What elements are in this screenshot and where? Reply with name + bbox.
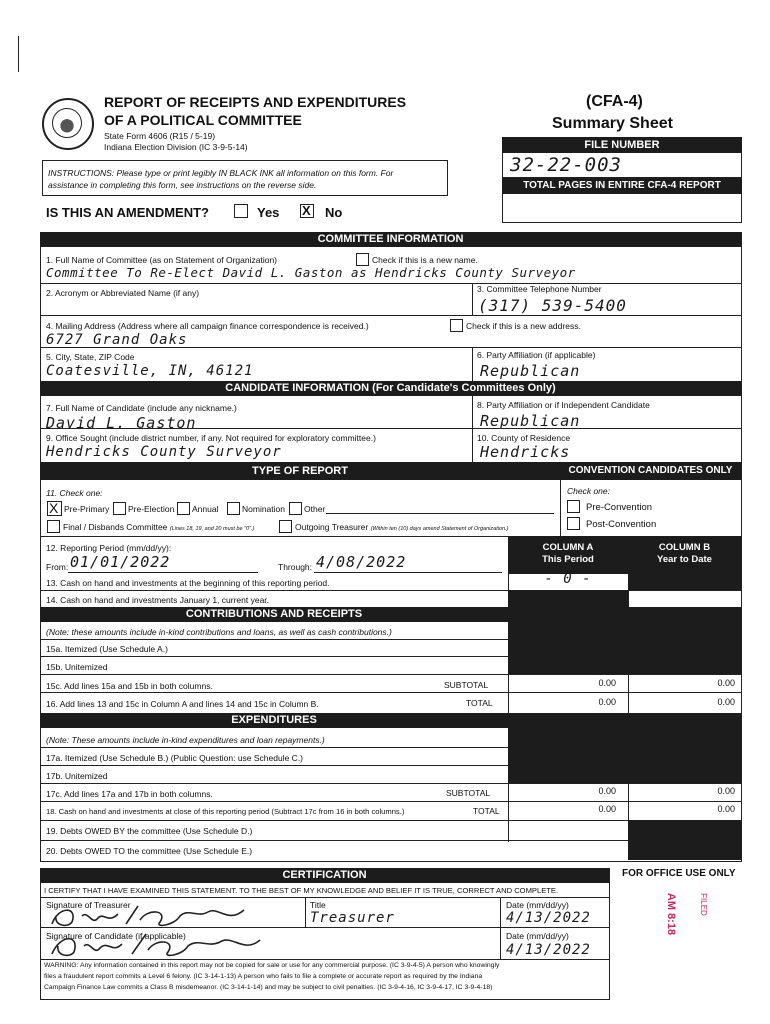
pre-primary-mark: X [49, 500, 59, 516]
final-label [63, 522, 254, 532]
candidate-party-value: Republican [480, 412, 581, 430]
line-17b-rule [40, 783, 741, 784]
new-address-checkbox[interactable] [450, 319, 463, 332]
pre-primary-checkbox[interactable] [47, 501, 62, 516]
candidate-signature-label: Signature of Candidate (if applicable) [46, 931, 186, 941]
cert-divider-1 [305, 897, 306, 927]
other-label: Other [304, 504, 326, 514]
filing-stamp [640, 880, 730, 960]
column-a-title: COLUMN A [542, 542, 594, 553]
line-15c-col-a: 0.00 [598, 678, 616, 688]
amendment-yes-checkbox[interactable] [234, 204, 248, 218]
line-17c-rule [40, 801, 741, 802]
party-label: 6. Party Affiliation (if applicable) [477, 350, 596, 360]
line-18-col-a: 0.00 [598, 804, 616, 814]
division-label: Indiana Election Division (IC 3-9-5-14) [104, 142, 248, 152]
pre-convention-checkbox[interactable] [567, 500, 580, 513]
annual-checkbox[interactable] [177, 502, 190, 515]
outgoing-checkbox[interactable] [279, 520, 292, 533]
file-number-bar: FILE NUMBER [502, 137, 742, 153]
phone-value: (317) 539-5400 [478, 296, 627, 315]
line-15c-subtotal: SUBTOTAL [444, 680, 489, 690]
exp-note-rule [40, 747, 508, 748]
pre-primary-label: Pre-Primary [64, 504, 110, 514]
divider-2-3 [472, 283, 473, 315]
through-value: 4/08/2022 [316, 553, 407, 571]
amendment-no-mark: X [302, 203, 311, 218]
post-convention-label: Post-Convention [586, 519, 657, 530]
line-15a-label: 15a. Itemized (Use Schedule A.) [46, 644, 168, 654]
new-address-label: Check if this is a new address. [466, 321, 581, 331]
cert-statement-rule [40, 897, 609, 898]
mailing-address-value: 6727 Grand Oaks [46, 332, 188, 348]
post-convention-checkbox[interactable] [567, 517, 580, 530]
state-form-number: State Form 4606 (R15 / 5-19) [104, 131, 216, 141]
line-13-value: - 0 - [544, 571, 592, 587]
line-17c-col-b: 0.00 [717, 786, 735, 796]
phone-label: 3. Committee Telephone Number [477, 284, 602, 294]
from-value: 01/01/2022 [70, 553, 171, 571]
check-one-label: 11. Check one: [46, 488, 103, 498]
form-code: (CFA-4) [586, 93, 643, 110]
pre-election-label: Pre-Election [128, 504, 175, 514]
page-edge-mark [18, 36, 19, 72]
convention-bar: CONVENTION CANDIDATES ONLY [560, 462, 741, 480]
party-value: Republican [480, 362, 581, 380]
committee-name-label: 1. Full Name of Committee (as on Statement of Organization) [46, 255, 278, 265]
column-b-title: COLUMN B [658, 542, 711, 553]
acronym-label: 2. Acronym or Abbreviated Name (if any) [46, 288, 200, 298]
contrib-note-rule [40, 639, 508, 640]
line-18-col-b: 0.00 [717, 804, 735, 814]
title-label: Title [310, 900, 326, 910]
total-pages-box [502, 194, 742, 223]
final-note: (Lines 18, 19, and 20 must be "0".) [169, 526, 255, 532]
outgoing-label [295, 522, 508, 532]
through-line [314, 572, 502, 573]
pre-election-checkbox[interactable] [113, 502, 126, 515]
column-b-sub: Year to Date [657, 554, 712, 565]
treasurer-signature-label: Signature of Treasurer [46, 900, 131, 910]
line-16-col-b: 0.00 [717, 697, 735, 707]
contributions-bar: CONTRIBUTIONS AND RECEIPTS [40, 607, 508, 622]
stamp-time: AM 8:18 [665, 892, 678, 936]
reporting-period-label: 12. Reporting Period (mm/dd/yy): [46, 543, 172, 553]
office-sought-value: Hendricks County Surveyor [46, 444, 282, 460]
expenditures-bar: EXPENDITURES [40, 713, 508, 728]
line-16-label: 16. Add lines 13 and 15c in Column A and lines 14 and 15c in Column B. [46, 699, 319, 709]
line-15c-rule [40, 692, 741, 693]
amendment-no-checkbox[interactable] [300, 204, 314, 218]
line-18-total: TOTAL [473, 806, 500, 816]
nomination-label: Nomination [242, 504, 285, 514]
line-15b-rule [40, 674, 741, 675]
convention-divider [560, 480, 561, 536]
final-checkbox[interactable] [47, 520, 60, 533]
type-of-report-bar: TYPE OF REPORT [40, 462, 560, 480]
lines-19-20-shaded [628, 820, 741, 860]
candidate-info-bar: CANDIDATE INFORMATION (For Candidate's Committees Only) [40, 381, 741, 396]
line-20-label: 20. Debts OWED TO the committee (Use Schedule E.) [46, 846, 253, 856]
through-label: Through: [278, 562, 313, 572]
date2-value: 4/13/2022 [506, 942, 591, 958]
total-pages-bar: TOTAL PAGES IN ENTIRE CFA-4 REPORT [502, 178, 742, 194]
state-seal [42, 98, 94, 150]
city-value: Coatesville, IN, 46121 [46, 363, 254, 379]
date2-label: Date (mm/dd/yy) [506, 931, 569, 941]
line-15c-col-b: 0.00 [717, 678, 735, 688]
line-18-label: 18. Cash on hand and investments at close of this reporting period (Subtract 17c from 16 in both columns.) [46, 807, 405, 816]
divider-7-8 [472, 396, 473, 462]
pre-convention-label: Pre-Convention [586, 502, 653, 513]
mailing-address-line [40, 347, 741, 348]
line-19-label: 19. Debts OWED BY the committee (Use Schedule D.) [46, 826, 253, 836]
line-17c-col-a: 0.00 [598, 786, 616, 796]
committee-name-line [40, 283, 741, 284]
candidate-signature [48, 930, 288, 960]
from-line [68, 572, 258, 573]
title-value: Treasurer [310, 910, 395, 926]
outgoing-note: (Within ten (10) days amend Statement of Organization.) [370, 526, 509, 532]
cert-sig2-rule [40, 959, 609, 960]
acronym-line [40, 315, 741, 316]
conv-check-label: Check one: [567, 486, 610, 496]
line-19-rule [40, 840, 628, 841]
form-title-line1: REPORT OF RECEIPTS AND EXPENDITURES [104, 94, 407, 110]
line-16-col-a: 0.00 [598, 697, 616, 707]
column-a-sub: This Period [542, 554, 594, 565]
cert-sig1-rule [40, 927, 609, 928]
line-17c-label: 17c. Add lines 17a and 17b in both columns. [46, 789, 213, 799]
office-use-label: FOR OFFICE USE ONLY [622, 868, 736, 879]
city-label: 5. City, State, ZIP Code [46, 352, 135, 362]
line-14-cola-shaded [508, 590, 628, 607]
line-13-label: 13. Cash on hand and investments at the beginning of this reporting period. [46, 578, 330, 588]
line-16-total: TOTAL [466, 698, 493, 708]
committee-name-value: Committee To Re-Elect David L. Gaston as Hendricks County Surveyor [46, 265, 576, 280]
date1-value: 4/13/2022 [506, 910, 591, 926]
final-text: Final / Disbands Committee [63, 522, 168, 532]
outgoing-text: Outgoing Treasurer [295, 522, 369, 532]
line-13-colb-shaded [628, 574, 741, 590]
cert-divider-2 [500, 897, 501, 959]
file-number-value: 32-22-003 [510, 154, 622, 176]
candidate-name-value: David L. Gaston [46, 414, 197, 432]
line-17a-label: 17a. Itemized (Use Schedule B.) (Public Question: use Schedule C.) [46, 753, 304, 763]
instructions-box [42, 160, 448, 196]
new-name-label: Check if this is a new name. [372, 255, 478, 265]
from-label: From: [46, 562, 69, 572]
divider-5-6 [472, 347, 473, 381]
candidate-name-line [40, 428, 741, 429]
treasurer-signature [48, 902, 268, 930]
line-15a-rule [40, 656, 508, 657]
line-13-rule [40, 590, 741, 591]
other-write-line [326, 513, 554, 514]
expenditures-shaded-cols [508, 713, 741, 783]
instructions-line1: INSTRUCTIONS: Please type or print legibly IN BLACK INK all information on this form. For [48, 168, 394, 178]
line-15b-label: 15b. Unitemized [46, 662, 108, 672]
date1-label: Date (mm/dd/yy) [506, 900, 569, 910]
mailing-address-label: 4. Mailing Address (Address where all campaign finance correspondence is received.) [46, 321, 369, 331]
contributions-shaded-cols [508, 607, 741, 674]
warning-line2: files a fraudulent report commits a Level 6 felony. (IC 3-14-1-13) A person who fails to file a complete or accurate report as required by the Indiana [44, 973, 483, 980]
annual-label: Annual [192, 504, 219, 514]
county-label: 10. County of Residence [477, 433, 571, 443]
line-15c-label: 15c. Add lines 15a and 15b in both columns. [46, 681, 213, 691]
instructions-line2: assistance in completing this form, see instructions on the reverse side. [48, 180, 317, 190]
warning-line3: Campaign Finance Law commits a Class B misdemeanor. (IC 3-14-1-14) and may be subject to civil penalties. (IC 3-9-4-16, IC 3-9-4-17, IC 3-9-4-18) [44, 984, 493, 991]
county-value: Hendricks [480, 443, 571, 461]
line-17c-subtotal: SUBTOTAL [446, 788, 491, 798]
certification-bar: CERTIFICATION [40, 868, 609, 883]
stamp-filed: FILED [698, 893, 708, 916]
amendment-yes-label: Yes [257, 205, 280, 220]
form-title-line2: OF A POLITICAL COMMITTEE [104, 112, 302, 128]
candidate-party-label: 8. Party Affiliation or if Independent Candidate [477, 400, 650, 410]
other-checkbox[interactable] [289, 502, 302, 515]
warning-line1: WARNING: Any information contained in this report may not be copied for sale or use for any commercial purpose. (IC 3-9-4-5) A person who knowingly [44, 962, 500, 969]
line-14-label: 14. Cash on hand and investments January 1, current year. [46, 595, 270, 605]
office-sought-label: 9. Office Sought (include district number, if any. Not required for exploratory committee.) [46, 433, 376, 443]
expenditures-note: (Note: These amounts include in-kind expenditures and loan repayments.) [46, 735, 325, 745]
committee-info-bar: COMMITTEE INFORMATION [40, 232, 741, 247]
contributions-note: (Note: these amounts include in-kind contributions and loans, as well as cash contributions.) [46, 627, 392, 637]
nomination-checkbox[interactable] [227, 502, 240, 515]
line-17a-rule [40, 765, 508, 766]
summary-title: Summary Sheet [552, 115, 673, 132]
amendment-no-label: No [325, 205, 343, 220]
line-17b-label: 17b. Unitemized [46, 771, 108, 781]
amendment-question: IS THIS AN AMENDMENT? [46, 205, 209, 220]
certification-statement: I CERTIFY THAT I HAVE EXAMINED THIS STATEMENT. TO THE BEST OF MY KNOWLEDGE AND BELIEF IT IS TRUE, CORRECT AND COMPLETE. [44, 886, 559, 895]
candidate-name-label: 7. Full Name of Candidate (include any nickname.) [46, 403, 237, 413]
